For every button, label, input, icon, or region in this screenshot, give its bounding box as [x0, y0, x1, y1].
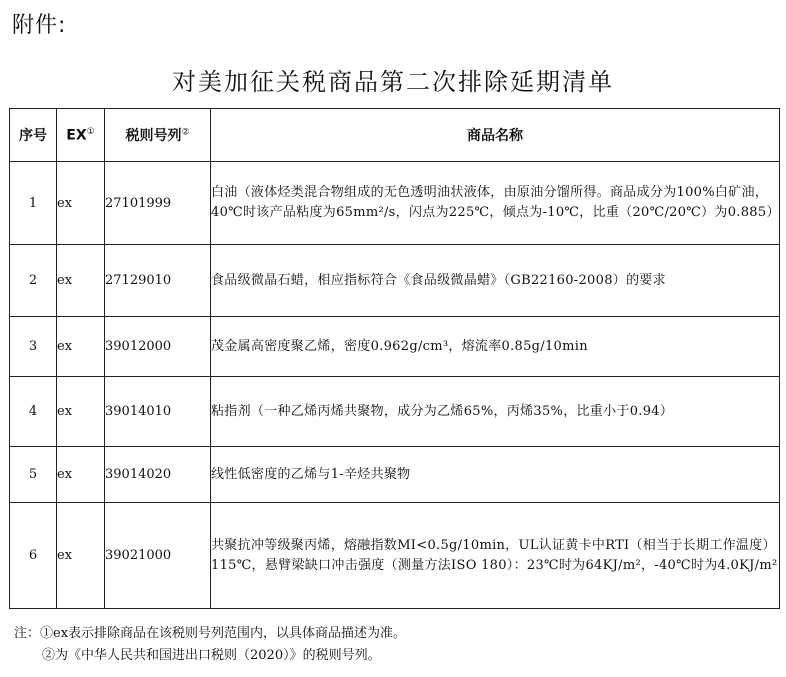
row-seq: 4	[10, 377, 57, 447]
table-row	[10, 317, 780, 377]
table-header-row	[10, 109, 780, 162]
row-tariff-code: 27129010	[105, 245, 211, 317]
row-tariff-code: 39014020	[105, 447, 211, 503]
row-product-name: 共聚抗冲等级聚丙烯，熔融指数MI<0.5g/10min，UL认证黄卡中RTI（相当于长期工作温度）115℃，悬臂梁缺口冲击强度（测量方法ISO 180）：23℃时为64KJ/m²，-40℃时为4.0KJ/m²	[211, 503, 780, 609]
row-product-name: 线性低密度的乙烯与1-辛烃共聚物	[211, 447, 780, 503]
row-seq: 3	[10, 317, 57, 377]
footnote-mark-2: ②	[181, 127, 190, 138]
row-tariff-code: 27101999	[105, 162, 211, 245]
table-row	[10, 245, 780, 317]
row-seq: 2	[10, 245, 57, 317]
table-row	[10, 162, 780, 245]
document-title: 对美加征关税商品第二次排除延期清单	[172, 68, 614, 96]
attachment-label: 附件:	[12, 13, 67, 38]
header-seq: 序号	[10, 109, 57, 162]
row-tariff-code: 39021000	[105, 503, 211, 609]
row-product-name: 白油（液体烃类混合物组成的无色透明油状液体，由原油分馏所得。商品成分为100%白矿油，40℃时该产品粘度为65mm²/s，闪点为225℃，倾点为-10℃，比重（20℃/20℃）为0.885）	[211, 162, 780, 245]
header-tariff-code: 税则号列②	[105, 109, 211, 162]
row-product-name: 茂金属高密度聚乙烯，密度0.962g/cm³，熔流率0.85g/10min	[211, 317, 780, 377]
table-row	[10, 377, 780, 447]
footnote-mark-1: ①	[86, 126, 95, 137]
row-seq: 1	[10, 162, 57, 245]
row-tariff-code: 39012000	[105, 317, 211, 377]
row-seq: 6	[10, 503, 57, 609]
row-product-name: 食品级微晶石蜡，相应指标符合《食品级微晶蜡》（GB22160-2008）的要求	[211, 245, 780, 317]
row-product-name: 粘指剂（一种乙烯丙烯共聚物，成分为乙烯65%，丙烯35%，比重小于0.94）	[211, 377, 780, 447]
header-ex: EX①	[57, 109, 105, 162]
table-row	[10, 447, 780, 503]
row-ex: ex	[57, 317, 105, 377]
footnote-1: 注：①ex表示排除商品在该税则号列范围内，以具体商品描述为准。	[14, 626, 407, 641]
row-ex: ex	[57, 503, 105, 609]
header-product-name: 商品名称	[211, 109, 780, 162]
table-row	[10, 503, 780, 609]
row-ex: ex	[57, 447, 105, 503]
row-seq: 5	[10, 447, 57, 503]
exclusion-list-table	[9, 108, 780, 609]
row-ex: ex	[57, 162, 105, 245]
row-ex: ex	[57, 377, 105, 447]
row-ex: ex	[57, 245, 105, 317]
row-tariff-code: 39014010	[105, 377, 211, 447]
footnote-2: ②为《中华人民共和国进出口税则（2020）》的税则号列。	[42, 648, 381, 663]
footnotes	[14, 623, 406, 667]
